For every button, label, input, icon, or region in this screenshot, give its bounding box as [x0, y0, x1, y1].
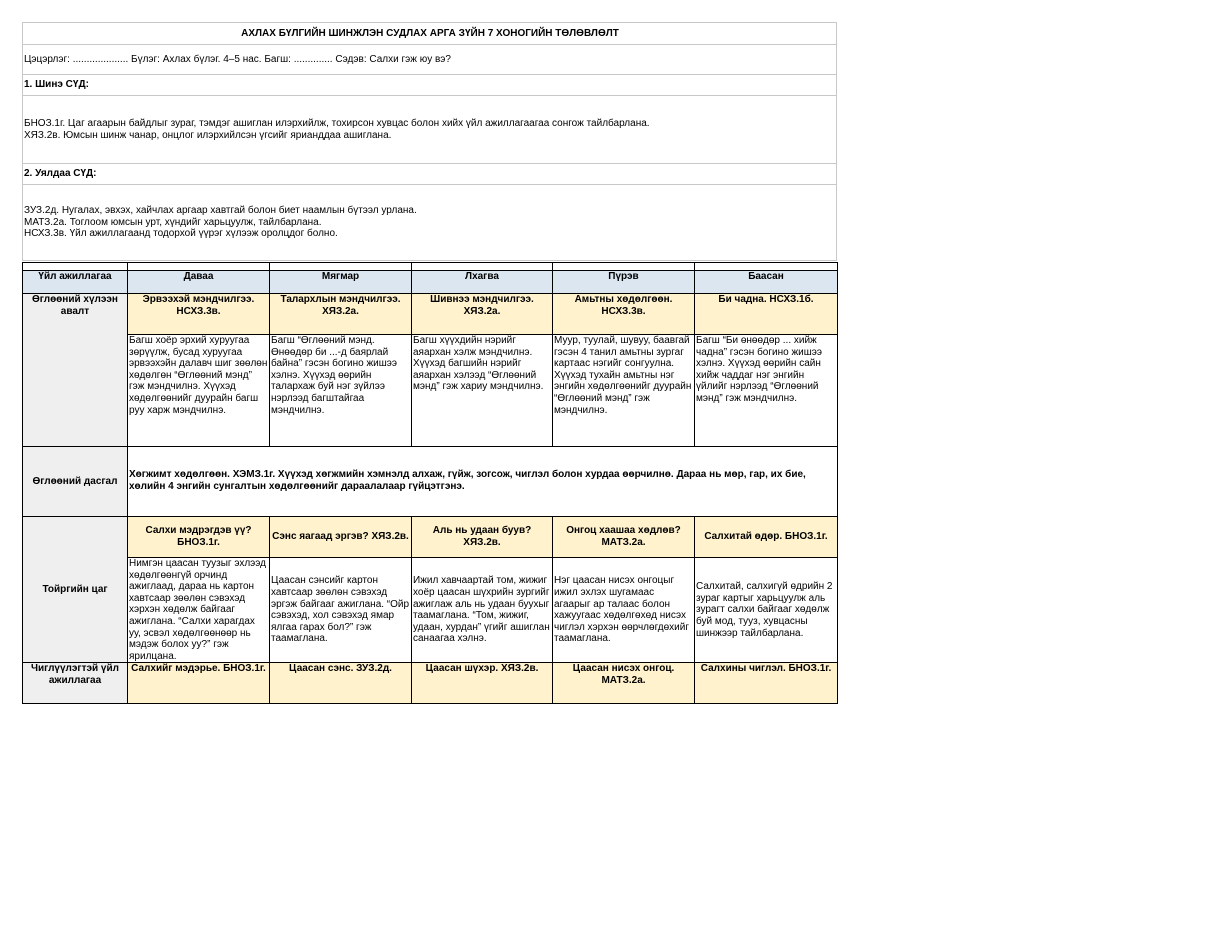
greeting-desc-cell: Муур, туулай, шувуу, баавгай гэсэн 4 танил амьтны зургаг картаас нэгийг сонгуулна. Хүүхэд тухайн амьтны нэг энгийн хөдөлгөөнийг дуурайн “Өглөөний мэнд” гэж мэндчилнэ. — [553, 335, 695, 447]
circle-desc-row — [23, 558, 838, 663]
planning-document-header — [22, 22, 837, 261]
greeting-title-cell: Шивнээ мэндчилгээ. ХЯЗ.2а. — [412, 294, 553, 335]
section2-title: 2. Уялдаа СҮД: — [22, 163, 837, 184]
greeting-desc-cell: Багш хүүхдийн нэрийг аяархан хэлж мэндчилнэ. Хүүхэд багшийн нэрийг аяархан хэлээд “Өглөөний мэнд” гэж хариу мэндчилнэ. — [412, 335, 553, 447]
circle-title-row — [23, 517, 838, 558]
circle-title-cell: Салхитай өдөр. БНОЗ.1г. — [695, 517, 838, 558]
greeting-title-cell: Амьтны хөдөлгөөн. НСХЗ.3в. — [553, 294, 695, 335]
weekly-plan-table — [22, 262, 838, 704]
spacer-row — [23, 263, 838, 271]
focus-title-cell: Салхийг мэдэрье. БНОЗ.1г. — [128, 663, 270, 704]
section2-body — [22, 184, 837, 261]
focus-title-cell: Цаасан сэнс. ЗУЗ.2д. — [270, 663, 412, 704]
circle-desc-cell: Нэг цаасан нисэх онгоцыг ижил эхлэх шугамаас агаарыг ар талаас болон хажуугаас хөдөлгөхөд нисэх чиглэл хэрхэн өөрчлөгдөхийг таамаглана. — [553, 558, 695, 663]
greeting-label: Өглөөний хүлээн авалт — [23, 294, 128, 447]
focus-title-cell: Цаасан шүхэр. ХЯЗ.2в. — [412, 663, 553, 704]
section1-line: ХЯЗ.2в. Юмсын шинж чанар, онцлог илэрхийлсэн үгсийг ярианддаа ашиглана. — [24, 129, 392, 141]
circle-title-cell: Сэнс яагаад эргэв? ХЯЗ.2в. — [270, 517, 412, 558]
section1-line: БНОЗ.1г. Цаг агаарын байдлыг зураг, тэмдэг ашиглан илэрхийлж, тохирсон хувцас болон хийх үйл ажиллагаагаа сонгож тайлбарлана. — [24, 118, 650, 129]
header-wednesday: Лхагва — [412, 271, 553, 294]
exercise-row — [23, 447, 838, 517]
circle-desc-cell: Салхитай, салхигүй өдрийн 2 зураг картыг харьцуулж аль зурагт салхи байгааг хөдөлж буй мод, тууз, хувцасны шинжээр тайлбарлана. — [695, 558, 838, 663]
focus-title-cell: Салхины чиглэл. БНОЗ.1г. — [695, 663, 838, 704]
greeting-title-row — [23, 294, 838, 335]
document-title: АХЛАХ БҮЛГИЙН ШИНЖЛЭН СУДЛАХ АРГА ЗҮЙН 7 ХОНОГИЙН ТӨЛӨВЛӨЛТ — [22, 22, 837, 44]
circle-title-cell: Аль нь удаан буув? ХЯЗ.2в. — [412, 517, 553, 558]
circle-desc-cell: Цаасан сэнсийг картон хавтсаар зөөлөн сэвэхэд эргэж байгааг ажиглана. “Ойр сэвэхэд, хол сэвэхэд ямар ялгаа гарах бол?” гэж таамаглана. — [270, 558, 412, 663]
greeting-desc-cell: Багш хоёр эрхий хуруугаа зөрүүлж, бусад хуруугаа эрвээхэйн далавч шиг зөөлөн хөдөлгөн “Өглөөний мэнд” гэж мэндчилнэ. Хүүхэд хөдөлгөөнийг дуурайн багш руу харж мэндчилнэ. — [128, 335, 270, 447]
exercise-label: Өглөөний дасгал — [23, 447, 128, 517]
greeting-title-cell: Талархлын мэндчилгээ. ХЯЗ.2а. — [270, 294, 412, 335]
greeting-desc-row — [23, 335, 838, 447]
circle-title-cell: Онгоц хаашаа хөдлөв? МАТЗ.2а. — [553, 517, 695, 558]
section2-line: МАТЗ.2а. Тоглоом юмсын урт, хүндийг харьцуулж, тайлбарлана. — [24, 216, 322, 228]
header-activity: Үйл ажиллагаа — [23, 271, 128, 294]
greeting-title-cell: Би чадна. НСХЗ.1б. — [695, 294, 838, 335]
focus-row — [23, 663, 838, 704]
table-header-row — [23, 271, 838, 294]
section1-body — [22, 95, 837, 163]
section2-line: НСХЗ.3в. Үйл ажиллагаанд тодорхой үүрэг хүлээж оролцдог болно. — [24, 228, 338, 239]
greeting-desc-cell: Багш “Өглөөний мэнд. Өнөөдөр би ...-д баярлай байна” гэсэн богино жишээ хэлнэ. Хүүхэд өөрийн талархаж буй нэг зүйлээ нэрлээд багштайгаа мэндчилнэ. — [270, 335, 412, 447]
section1-title: 1. Шинэ СҮД: — [22, 74, 837, 95]
focus-title-cell: Цаасан нисэх онгоц. МАТЗ.2а. — [553, 663, 695, 704]
header-friday: Баасан — [695, 271, 838, 294]
exercise-text: Хөгжимт хөдөлгөөн. ХЭМЗ.1г. Хүүхэд хөгжмийн хэмнэлд алхаж, гүйж, зогсож, чиглэл болон хурдаа өөрчилнө. Дараа нь мөр, гар, их бие, хөлийн 4 энгийн сунгалтын хөдөлгөөнийг дараалалаар гүйцэтгэнэ. — [128, 447, 838, 517]
focus-label: Чиглүүлэгтэй үйл ажиллагаа — [23, 663, 128, 704]
document-meta: Цэцэрлэг: .................... Бүлэг: Ахлах бүлэг. 4–5 нас. Багш: .............. Сэдэв: Салхи гэж юу вэ? — [22, 44, 837, 74]
header-thursday: Пүрэв — [553, 271, 695, 294]
greeting-desc-cell: Багш “Би өнөөдөр ... хийж чадна” гэсэн богино жишээ хэлнэ. Хүүхэд өөрийн сайн хийж чаддаг нэг энгийн үйлийг нэрлээд “Өглөөний мэнд” гэж мэндчилнэ. — [695, 335, 838, 447]
circle-desc-cell: Ижил хавчаартай том, жижиг хоёр цаасан шүхрийн зургийг ажиглаж аль нь удаан буухыг таамаглана. “Том, жижиг, удаан, хурдан” үгийг ашиглан санаагаа хэлнэ. — [412, 558, 553, 663]
circle-title-cell: Салхи мэдрэгдэв үү? БНОЗ.1г. — [128, 517, 270, 558]
section2-line: ЗУЗ.2д. Нугалах, эвхэх, хайчлах аргаар хавтгай болон биет наамлын бүтээл урлана. — [24, 205, 417, 216]
greeting-title-cell: Эрвээхэй мэндчилгээ. НСХЗ.3в. — [128, 294, 270, 335]
circle-label: Тойргийн цаг — [23, 517, 128, 663]
header-tuesday: Мягмар — [270, 271, 412, 294]
circle-desc-cell: Нимгэн цаасан туузыг эхлээд хөдөлгөөнгүй орчинд ажиглаад, дараа нь картон хавтсаар зөөлөн сэвэхэд хэрхэн хөдөлж байгааг ажиглана. “Салхи харагдах уу, эсвэл хөдөлгөөнөөр нь мэдэж болох уу?” гэж ярилцана. — [128, 558, 270, 663]
header-monday: Даваа — [128, 271, 270, 294]
